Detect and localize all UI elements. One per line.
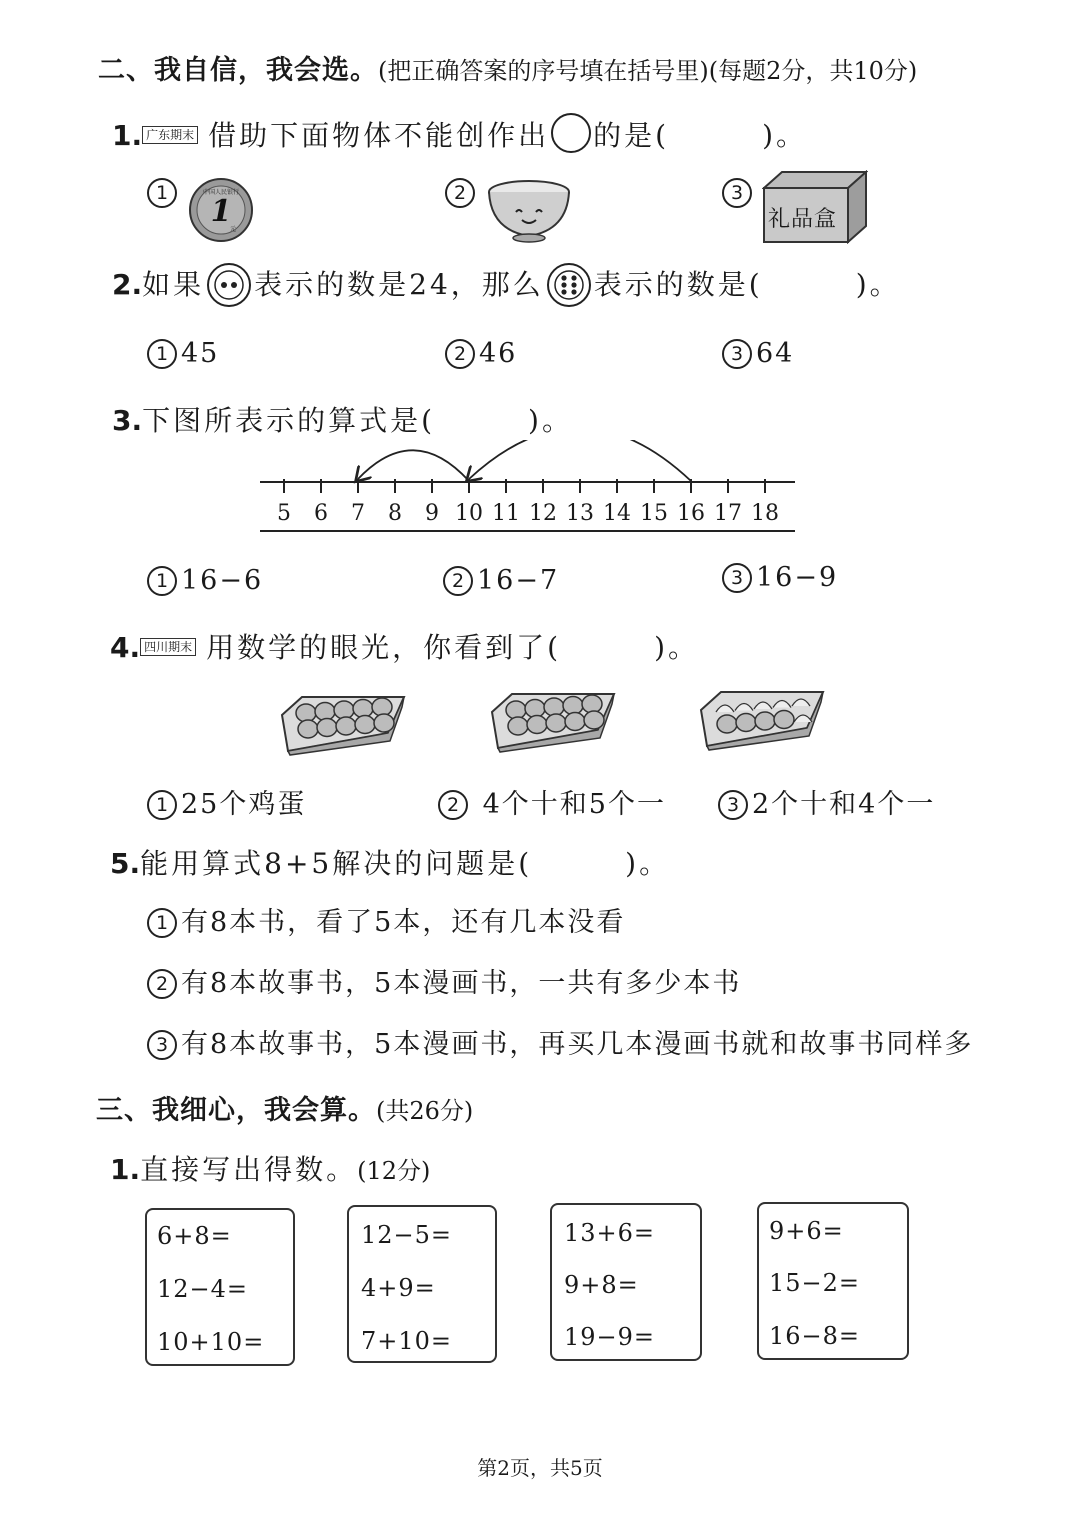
egg [527,716,547,734]
question-text-end: 表示的数是( )。 [593,268,901,301]
egg [544,698,564,716]
calc-item[interactable]: 19−9= [564,1323,656,1351]
q3-option-2[interactable] [443,565,559,596]
q4-option-1[interactable] [147,782,306,821]
calc-item[interactable]: 15−2= [769,1269,861,1297]
option-value: 有8本故事书，5本漫画书，一共有多少本书 [181,968,742,999]
question-text: 下图所表示的算式是( )。 [142,404,573,437]
egg [582,695,602,713]
section-3-heading [96,1088,473,1127]
option-value: 4个十和5个一 [472,789,666,820]
q1-option-2[interactable] [445,178,479,208]
page-footer: 第2页，共5页 [477,1456,603,1480]
option-value: 64 [756,338,795,369]
egg [355,716,375,734]
option-value: 45 [181,338,220,369]
calc-group-4 [757,1202,909,1360]
egg [336,717,356,735]
option-value: 有8本故事书，5本漫画书，再买几本漫画书就和故事书同样多 [181,1029,974,1060]
egg [372,698,392,716]
circle-shape-icon [551,113,591,153]
option-marker: 3 [722,178,752,208]
number-line-label: 18 [751,501,779,526]
egg [525,700,545,718]
number-line [260,440,800,540]
question-number: 5. [110,847,141,880]
option-marker: 1 [147,178,177,208]
number-line-label: 5 [277,501,291,526]
q1-option-3[interactable] [722,178,756,208]
jump-arc [358,450,469,481]
gift-box-icon [762,170,868,244]
q4-option-3[interactable] [718,782,935,821]
coin-unit-text: 元 [229,226,237,233]
number-line-label: 16 [677,501,705,526]
q2-option-2[interactable] [445,338,517,369]
question-3 [112,399,573,439]
question-number: 1. [112,119,143,152]
egg [508,717,528,735]
number-line-tick [542,479,544,493]
question-number: 2. [112,268,143,301]
egg-tray-3 [697,688,827,752]
question-4 [110,626,699,666]
option-marker: 1 [147,790,177,820]
calc-group-3 [550,1203,702,1361]
question-2 [112,262,901,308]
option-marker: 3 [722,563,752,593]
option-marker: 2 [438,790,468,820]
gift-box-label: 礼品盒 [768,207,838,232]
option-marker: 1 [147,339,177,369]
q1-option-1[interactable] [147,178,181,208]
question-note: (12分) [357,1157,431,1185]
egg [774,711,794,729]
number-line-label: 8 [388,501,402,526]
option-marker: 3 [718,790,748,820]
option-value: 16−6 [181,565,264,596]
egg [296,704,316,722]
number-line-baseline [260,530,795,532]
question-5 [110,842,670,882]
number-line-label: 17 [714,501,742,526]
calc-item[interactable]: 12−4= [157,1275,249,1303]
section-3-title: 三、我细心，我会算。 [96,1095,376,1126]
calc-item[interactable]: 4+9= [361,1274,436,1302]
egg [736,714,756,732]
question-number: 4. [110,631,141,664]
number-line-label: 15 [640,501,668,526]
q3-option-3[interactable] [722,562,838,593]
calc-item[interactable]: 9+6= [769,1217,844,1245]
q4-option-2[interactable] [438,782,666,821]
number-line-tick [283,479,285,493]
question-number: 1. [110,1153,141,1186]
egg [565,713,585,731]
number-line-tick [579,479,581,493]
calc-item[interactable]: 16−8= [769,1322,861,1350]
option-marker: 2 [443,566,473,596]
option-marker: 2 [147,969,177,999]
question-text: 如果 [142,268,205,301]
number-line-label: 12 [529,501,557,526]
q5-option-2[interactable] [147,961,741,1000]
egg [563,697,583,715]
number-line-tick [690,479,692,493]
section-2-title: 二、我自信，我会选。 [98,55,378,86]
number-line-tick [616,479,618,493]
q2-option-1[interactable] [147,338,219,369]
section-2-heading [98,48,917,87]
calc-item[interactable]: 6+8= [157,1222,232,1250]
calc-item[interactable]: 13+6= [564,1219,656,1247]
option-value: 有8本书，看了5本，还有几本没看 [181,907,626,938]
egg [506,701,526,719]
question-text-middle: 表示的数是24，那么 [254,268,544,301]
jump-arcs [260,440,800,490]
egg-tray-2 [488,690,618,754]
egg [315,703,335,721]
source-tag: 广东期末 [142,126,198,144]
option-value: 16−9 [756,562,839,593]
number-line-tick [320,479,322,493]
egg [546,714,566,732]
number-line-label: 9 [425,501,439,526]
number-line-tick [394,479,396,493]
six-hole-button-icon [544,262,594,308]
number-line-label: 10 [455,501,483,526]
egg [755,712,775,730]
calc-group-1 [145,1208,295,1366]
egg [317,719,337,737]
question-text: 用数学的眼光，你看到了( )。 [206,631,699,664]
calc-item[interactable]: 9+8= [564,1271,639,1299]
q5-option-1[interactable] [147,900,625,939]
option-marker: 1 [147,566,177,596]
calc-group-2 [347,1205,497,1363]
section-2-note: (把正确答案的序号填在括号里)(每题2分，共10分) [378,57,918,85]
question-1 [112,113,807,154]
q2-option-3[interactable] [722,338,794,369]
coin-icon [186,178,256,242]
egg-tray-1 [278,693,408,757]
jump-arc [469,440,691,481]
egg [298,720,318,738]
number-line-label: 7 [351,501,365,526]
number-line-label: 6 [314,501,328,526]
bowl-icon [486,178,572,244]
option-marker: 2 [445,178,475,208]
egg [353,700,373,718]
option-value: 16−7 [477,565,560,596]
calc-item[interactable]: 12−5= [361,1221,453,1249]
number-line-tick [357,479,359,493]
option-value: 25个鸡蛋 [181,789,307,820]
option-marker: 1 [147,908,177,938]
number-line-tick [505,479,507,493]
question-text: 直接写出得数。 [140,1153,358,1186]
number-line-label: 13 [566,501,594,526]
egg [334,701,354,719]
option-value: 2个十和4个一 [752,789,936,820]
question-text-end: 的是( )。 [593,119,808,152]
question-text: 能用算式8+5解决的问题是( )。 [140,847,671,880]
option-value: 46 [479,338,518,369]
egg [584,711,604,729]
question-text: 借助下面物体不能创作出 [208,119,550,152]
calc-item[interactable]: 7+10= [361,1327,453,1355]
coin-rim-text: 中国人民银行 [202,189,240,196]
two-hole-button-icon [204,262,254,308]
calc-item[interactable]: 10+10= [157,1328,265,1356]
source-tag: 四川期末 [140,638,196,656]
number-line-label: 11 [492,501,520,526]
option-marker: 3 [722,339,752,369]
egg [717,715,737,733]
option-marker: 3 [147,1030,177,1060]
option-marker: 2 [445,339,475,369]
number-line-tick [764,479,766,493]
egg [374,714,394,732]
s3-question-1 [110,1148,430,1188]
q3-option-1[interactable] [147,565,263,596]
number-line-tick [727,479,729,493]
number-line-tick [431,479,433,493]
number-line-label: 14 [603,501,631,526]
section-3-note: (共26分) [376,1097,474,1125]
number-line-tick [653,479,655,493]
number-line-tick [468,479,470,493]
question-number: 3. [112,404,143,437]
coin-value: 1 [210,194,232,229]
q5-option-3[interactable] [147,1022,973,1061]
